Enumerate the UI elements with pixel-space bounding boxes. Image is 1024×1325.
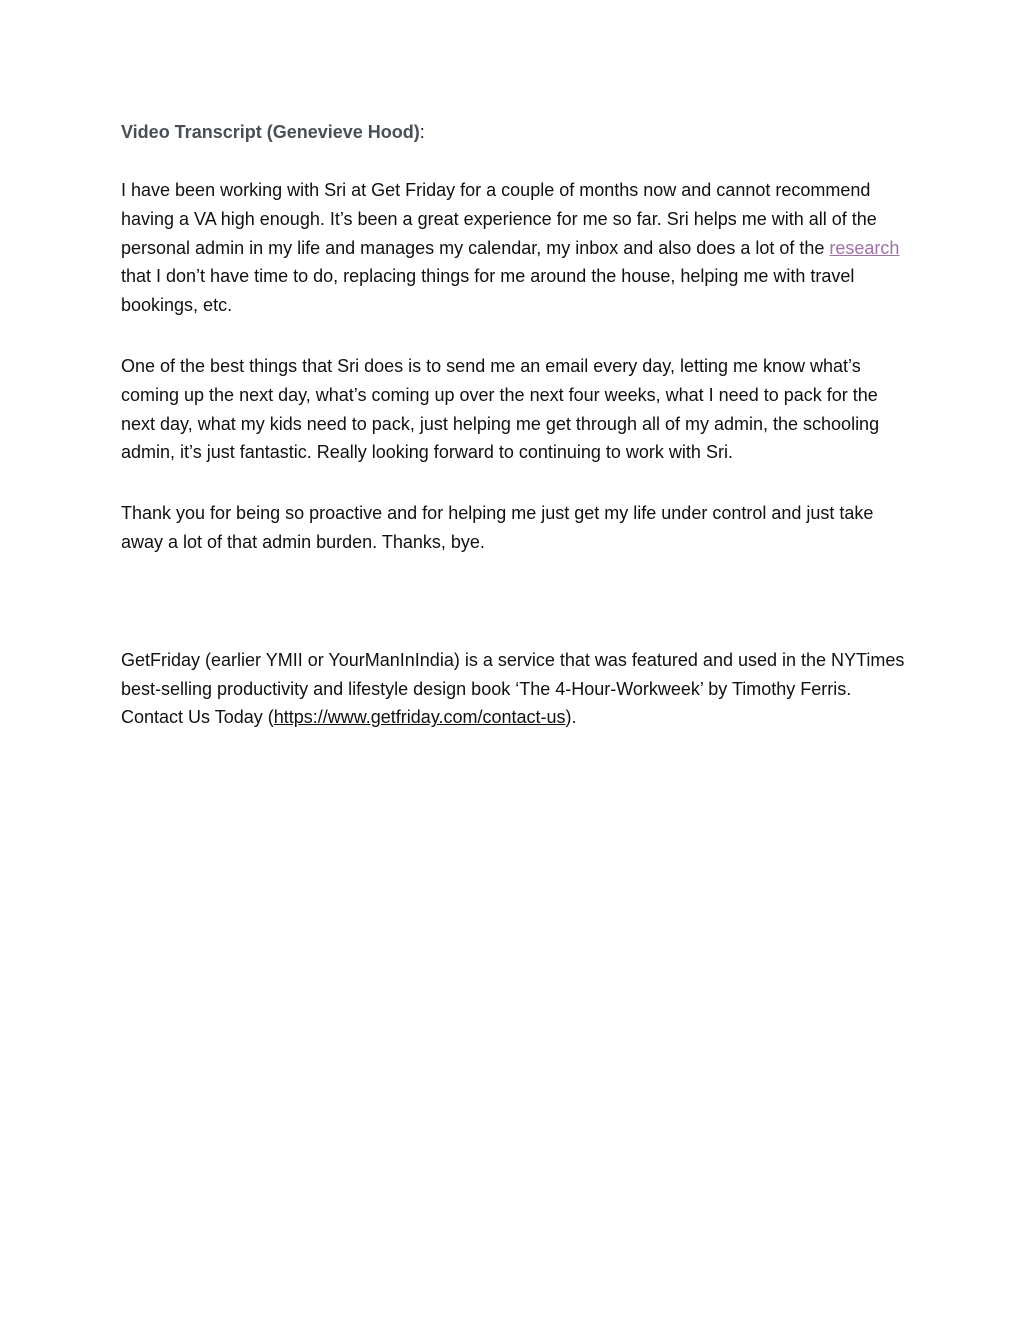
transcript-paragraph-3: Thank you for being so proactive and for helping me just get my life under control and just take away a lot of that admin burden. Thanks, bye. bbox=[121, 503, 874, 552]
paragraph-1-text-end: that I don’t have time to do, replacing things for me around the house, helping me with travel bookings, etc. bbox=[121, 266, 855, 316]
transcript-title: Video Transcript (Genevieve Hood) bbox=[121, 122, 420, 142]
research-link[interactable]: research bbox=[829, 237, 900, 258]
getfriday-footer-paragraph bbox=[121, 646, 911, 732]
contact-us-link[interactable]: https://www.getfriday.com/contact-us bbox=[273, 707, 566, 728]
document-content bbox=[121, 118, 911, 732]
footer-text-end: ). bbox=[565, 707, 577, 728]
paragraph-1-text-start: I have been working with Sri at Get Friday for a couple of months now and cannot recommend having a VA high enough. It’s been a great experience for me so far. Sri helps me with all of the personal admin in my life and manages my calendar, my inbox and also does a lot of the bbox=[121, 180, 877, 258]
transcript-paragraph-2: One of the best things that Sri does is to send me an email every day, letting me know what’s coming up the next day, what’s coming up over the next four weeks, what I need to pack for the next day, what my kids need to pack, just helping me get through all of my admin, the schooling admin, it’s just fantastic. Really looking forward to continuing to work with Sri. bbox=[121, 355, 880, 463]
transcript-heading bbox=[121, 118, 911, 146]
transcript-title-colon: : bbox=[419, 122, 425, 142]
transcript-paragraph-1 bbox=[121, 176, 911, 320]
footer-text-start: GetFriday (earlier YMII or YourManInIndia) is a service that was featured and used in the NYTimes best-selling productivity and lifestyle design book ‘The 4-Hour-Workweek’ by Timothy Ferris. Contact Us Today ( bbox=[121, 649, 905, 728]
